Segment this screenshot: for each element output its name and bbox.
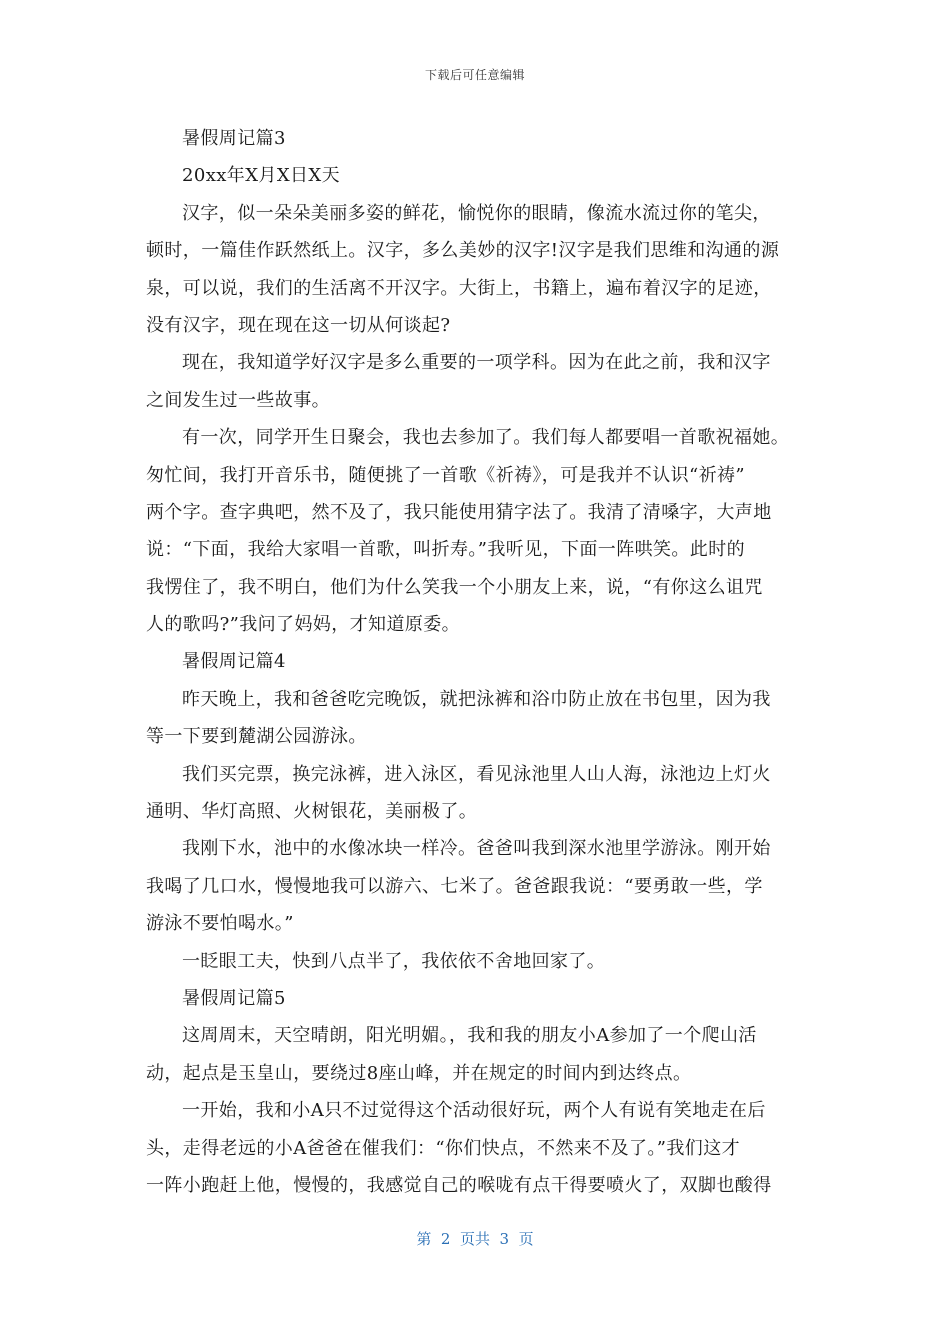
text-line: 没有汉字，现在现在这一切从何谈起? (146, 314, 451, 336)
text-line: 顿时，一篇佳作跃然纸上。汉字，多么美妙的汉字!汉字是我们思维和沟通的源 (146, 240, 780, 262)
text-line: 现在，我知道学好汉字是多么重要的一项学科。因为在此之前，我和汉字 (182, 352, 771, 374)
text-line: 昨天晚上，我和爸爸吃完晚饭，就把泳裤和浴巾防止放在书包里，因为我 (182, 688, 771, 710)
text-line: 等一下要到麓湖公园游泳。 (146, 726, 367, 748)
text-line: 暑假周记篇4 (182, 651, 286, 673)
text-line: 我刚下水，池中的水像冰块一样冷。爸爸叫我到深水池里学游泳。刚开始 (182, 838, 771, 860)
text-line: 我愣住了，我不明白，他们为什么笑我一个小朋友上来，说，“有你这么诅咒 (146, 576, 763, 598)
text-line: 这周周末，天空晴朗，阳光明媚。，我和我的朋友小A参加了一个爬山活 (182, 1025, 757, 1047)
text-line: 通明、华灯高照、火树银花，美丽极了。 (146, 801, 478, 823)
text-line: 说：“下面，我给大家唱一首歌，叫折寿。”我听见，下面一阵哄笑。此时的 (146, 539, 746, 561)
body-text (146, 120, 806, 1204)
text-line: 人的歌吗?”我问了妈妈，才知道原委。 (146, 614, 461, 636)
text-line: 头，走得老远的小A爸爸在催我们：“你们快点，不然来不及了。”我们这才 (146, 1137, 740, 1159)
text-line: 我们买完票，换完泳裤，进入泳区，看见泳池里人山人海，泳池边上灯火 (182, 763, 771, 785)
text-line: 动，起点是玉皇山，要绕过8座山峰，并在规定的时间内到达终点。 (146, 1062, 692, 1084)
text-line: 匆忙间，我打开音乐书，随便挑了一首歌《祈祷》，可是我并不认识“祈祷” (146, 464, 746, 486)
text-line: 一阵小跑赶上他，慢慢的，我感觉自己的喉咙有点干得要喷火了，双脚也酸得 (146, 1174, 772, 1196)
text-line: 我喝了几口水，慢慢地我可以游六、七米了。爸爸跟我说：“要勇敢一些，学 (146, 875, 763, 897)
text-line: 暑假周记篇3 (182, 128, 286, 149)
text-line: 泉，可以说，我们的生活离不开汉字。大街上，书籍上，遍布着汉字的足迹， (146, 277, 772, 299)
text-line: 有一次，同学开生日聚会，我也去参加了。我们每人都要唱一首歌祝福她。 (182, 427, 790, 449)
page-footer: 第 2 页共 3 页 (416, 1230, 534, 1248)
text-line: 20xx年X月X日X天 (182, 165, 341, 187)
text-line: 两个字。查字典吧，然不及了，我只能使用猜字法了。我清了清嗓字，大声地 (146, 501, 772, 523)
text-line: 游泳不要怕喝水。” (146, 913, 294, 935)
text-line: 暑假周记篇5 (182, 987, 286, 1009)
text-line: 汉字，似一朵朵美丽多姿的鲜花，愉悦你的眼睛，像流水流过你的笔尖， (182, 202, 771, 224)
text-line: 之间发生过一些故事。 (146, 389, 330, 411)
text-line: 一开始，我和小A只不过觉得这个活动很好玩，两个人有说有笑地走在后 (182, 1100, 766, 1122)
header-note: 下载后可任意编辑 (424, 68, 525, 82)
text-line: 一眨眼工夫，快到八点半了，我依依不舍地回家了。 (182, 950, 606, 972)
